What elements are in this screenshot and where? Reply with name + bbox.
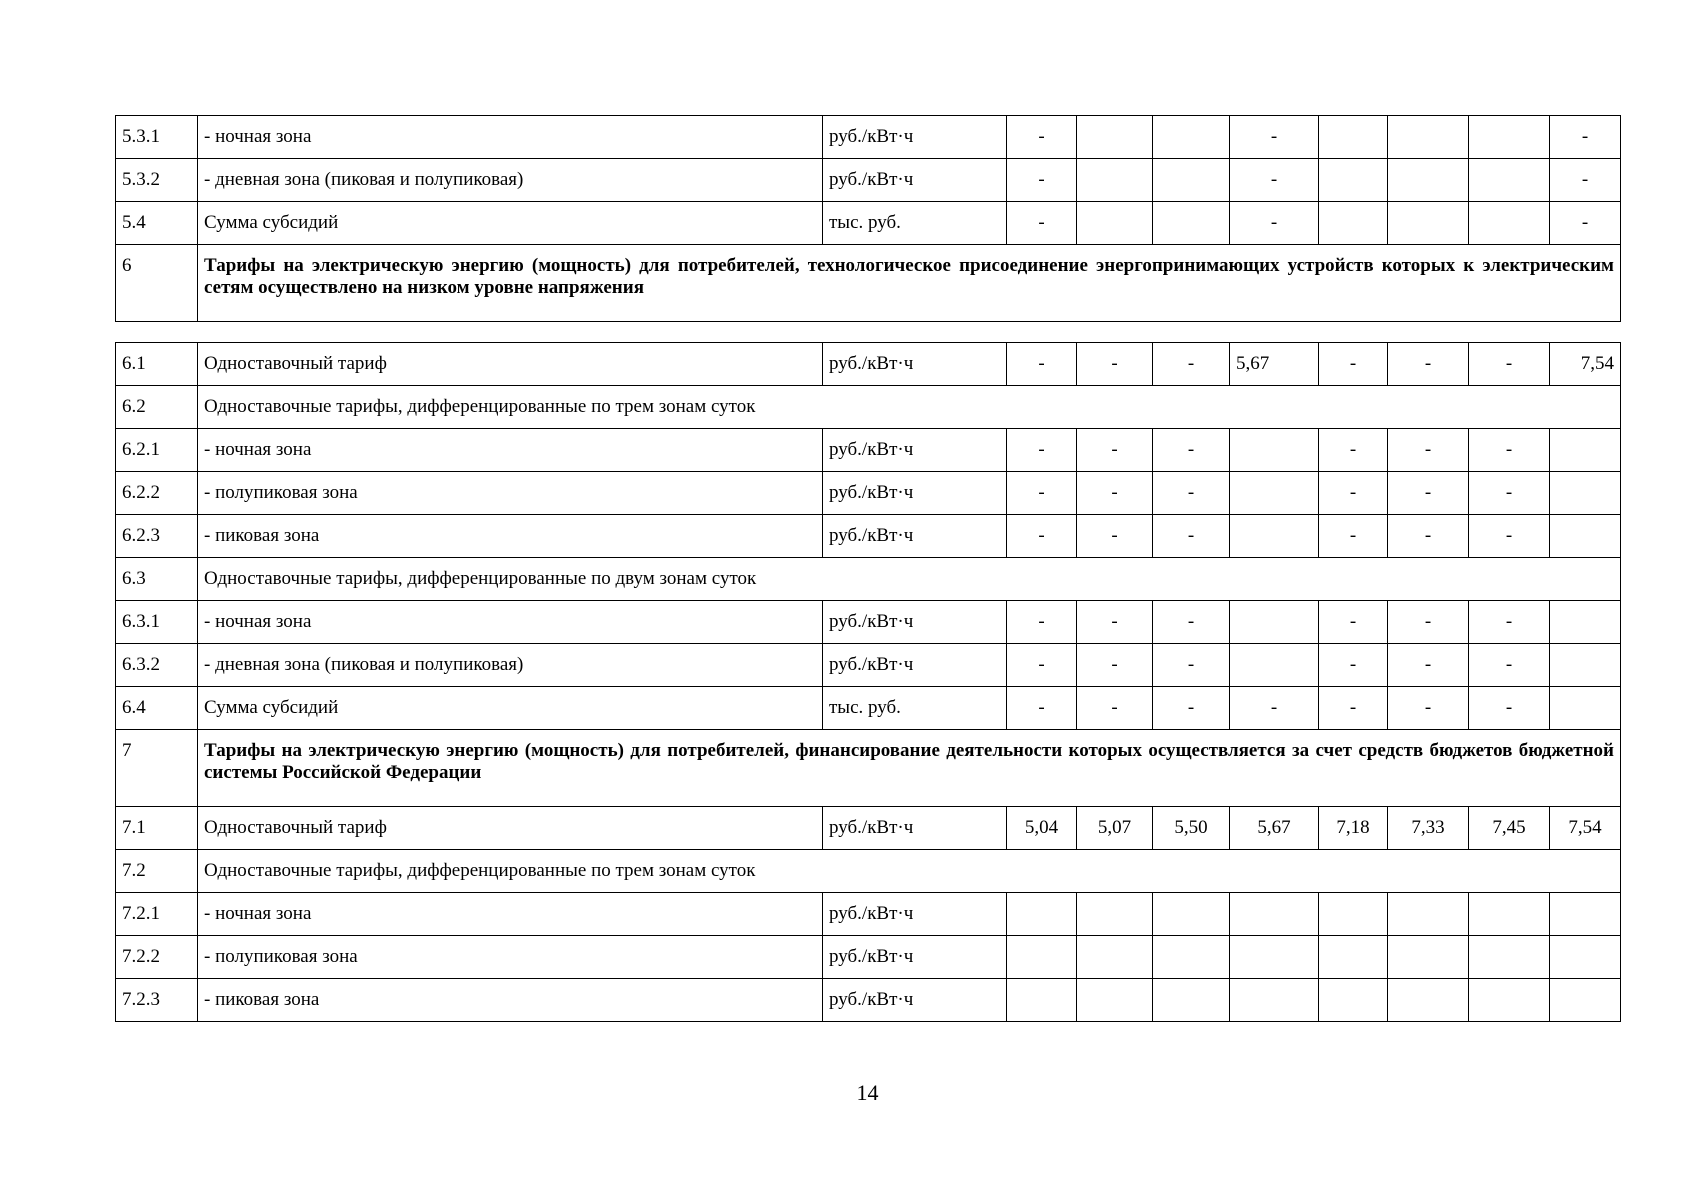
section-row (116, 245, 1621, 322)
table-row (116, 159, 1621, 202)
value-cell: - (1007, 202, 1077, 245)
value-cell: - (1388, 472, 1469, 515)
value-cell (1230, 601, 1319, 644)
value-cell: - (1388, 687, 1469, 730)
row-number: 5.3.1 (116, 116, 198, 159)
row-name: - полупиковая зона (198, 472, 823, 515)
value-cell: - (1469, 687, 1550, 730)
value-cell (1153, 116, 1230, 159)
row-name: Одноставочные тарифы, дифференцированные по двум зонам суток (198, 558, 1621, 601)
row-unit: тыс. руб. (823, 687, 1007, 730)
value-cell (1230, 429, 1319, 472)
value-cell: - (1319, 343, 1388, 386)
value-cell (1319, 936, 1388, 979)
value-cell: - (1007, 472, 1077, 515)
value-cell (1077, 893, 1153, 936)
value-cell: - (1319, 687, 1388, 730)
row-name: Сумма субсидий (198, 687, 823, 730)
row-number: 6.1 (116, 343, 198, 386)
value-cell (1153, 979, 1230, 1022)
row-name: Одноставочный тариф (198, 807, 823, 850)
row-number: 6.4 (116, 687, 198, 730)
value-cell: - (1153, 343, 1230, 386)
value-cell (1388, 979, 1469, 1022)
value-cell (1469, 979, 1550, 1022)
value-cell: - (1077, 343, 1153, 386)
value-cell: 5,04 (1007, 807, 1077, 850)
row-unit: руб./кВт·ч (823, 159, 1007, 202)
value-cell: - (1550, 202, 1621, 245)
section-row (116, 730, 1621, 807)
value-cell (1319, 893, 1388, 936)
value-cell (1153, 936, 1230, 979)
section-number: 7 (116, 730, 198, 807)
value-cell: - (1319, 429, 1388, 472)
value-cell (1550, 429, 1621, 472)
row-unit: руб./кВт·ч (823, 644, 1007, 687)
table-row (116, 343, 1621, 386)
row-name: - пиковая зона (198, 979, 823, 1022)
value-cell (1077, 159, 1153, 202)
value-cell: - (1230, 202, 1319, 245)
row-name: - полупиковая зона (198, 936, 823, 979)
row-unit: руб./кВт·ч (823, 116, 1007, 159)
value-cell (1388, 159, 1469, 202)
row-number: 6.3 (116, 558, 198, 601)
table-row (116, 893, 1621, 936)
value-cell (1153, 159, 1230, 202)
row-number: 7.1 (116, 807, 198, 850)
row-number: 7.2.1 (116, 893, 198, 936)
tariff-table-top (115, 115, 1621, 322)
value-cell (1230, 936, 1319, 979)
row-name: - дневная зона (пиковая и полупиковая) (198, 159, 823, 202)
value-cell (1469, 202, 1550, 245)
value-cell (1230, 644, 1319, 687)
value-cell: - (1388, 644, 1469, 687)
value-cell: 7,33 (1388, 807, 1469, 850)
value-cell (1077, 936, 1153, 979)
table-row (116, 202, 1621, 245)
row-name: - ночная зона (198, 116, 823, 159)
value-cell (1388, 893, 1469, 936)
value-cell: - (1230, 159, 1319, 202)
value-cell: - (1153, 644, 1230, 687)
value-cell: - (1007, 116, 1077, 159)
value-cell: - (1388, 601, 1469, 644)
value-cell (1077, 116, 1153, 159)
value-cell: - (1388, 343, 1469, 386)
value-cell: - (1007, 343, 1077, 386)
value-cell (1153, 893, 1230, 936)
row-name: - ночная зона (198, 429, 823, 472)
value-cell: - (1153, 601, 1230, 644)
value-cell: - (1550, 116, 1621, 159)
row-number: 6.3.1 (116, 601, 198, 644)
value-cell (1077, 979, 1153, 1022)
value-cell: - (1153, 687, 1230, 730)
value-cell: - (1153, 515, 1230, 558)
row-number: 6.2 (116, 386, 198, 429)
section-number: 6 (116, 245, 198, 322)
table-row (116, 429, 1621, 472)
row-number: 6.2.2 (116, 472, 198, 515)
value-cell: - (1550, 159, 1621, 202)
row-unit: руб./кВт·ч (823, 343, 1007, 386)
row-unit: руб./кВт·ч (823, 893, 1007, 936)
section-title: Тарифы на электрическую энергию (мощность) для потребителей, технологическое присоединение энергопринимающих устройств которых к электрическим сетям осуществлено на низком уровне напряжения (198, 245, 1621, 322)
row-number: 6.2.1 (116, 429, 198, 472)
row-number: 5.3.2 (116, 159, 198, 202)
value-cell: 5,67 (1230, 343, 1319, 386)
value-cell: - (1007, 515, 1077, 558)
row-name: - ночная зона (198, 601, 823, 644)
row-unit: руб./кВт·ч (823, 429, 1007, 472)
value-cell: 5,67 (1230, 807, 1319, 850)
table-row (116, 644, 1621, 687)
value-cell: - (1469, 515, 1550, 558)
value-cell: - (1007, 601, 1077, 644)
value-cell: - (1230, 116, 1319, 159)
table-row (116, 687, 1621, 730)
row-number: 5.4 (116, 202, 198, 245)
table-row (116, 472, 1621, 515)
value-cell: - (1230, 687, 1319, 730)
value-cell (1550, 979, 1621, 1022)
row-name: Одноставочный тариф (198, 343, 823, 386)
row-number: 6.2.3 (116, 515, 198, 558)
row-name: Сумма субсидий (198, 202, 823, 245)
row-unit: тыс. руб. (823, 202, 1007, 245)
value-cell: - (1153, 472, 1230, 515)
row-name: - ночная зона (198, 893, 823, 936)
value-cell (1550, 472, 1621, 515)
row-unit: руб./кВт·ч (823, 601, 1007, 644)
value-cell: 7,54 (1550, 343, 1621, 386)
value-cell (1007, 936, 1077, 979)
value-cell (1469, 116, 1550, 159)
value-cell: - (1469, 472, 1550, 515)
value-cell (1469, 936, 1550, 979)
value-cell: - (1077, 601, 1153, 644)
value-cell (1319, 979, 1388, 1022)
value-cell: - (1319, 515, 1388, 558)
value-cell: - (1077, 429, 1153, 472)
table-row (116, 936, 1621, 979)
value-cell: - (1077, 644, 1153, 687)
value-cell (1319, 116, 1388, 159)
value-cell: 7,45 (1469, 807, 1550, 850)
row-number: 6.3.2 (116, 644, 198, 687)
row-unit: руб./кВт·ч (823, 979, 1007, 1022)
tariff-table-bottom (115, 342, 1621, 1022)
section-title: Тарифы на электрическую энергию (мощность) для потребителей, финансирование деятельности которых осуществляется за счет средств бюджетов бюджетной системы Российской Федерации (198, 730, 1621, 807)
value-cell: - (1007, 429, 1077, 472)
value-cell (1319, 159, 1388, 202)
value-cell (1550, 515, 1621, 558)
value-cell: - (1153, 429, 1230, 472)
row-name: - дневная зона (пиковая и полупиковая) (198, 644, 823, 687)
value-cell: - (1388, 515, 1469, 558)
value-cell (1550, 601, 1621, 644)
value-cell (1550, 936, 1621, 979)
value-cell (1388, 202, 1469, 245)
page-number: 14 (856, 1080, 879, 1105)
row-name: Одноставочные тарифы, дифференцированные по трем зонам суток (198, 386, 1621, 429)
value-cell (1550, 644, 1621, 687)
table-row (116, 807, 1621, 850)
value-cell: 5,07 (1077, 807, 1153, 850)
value-cell (1153, 202, 1230, 245)
table-row (116, 116, 1621, 159)
value-cell: - (1469, 644, 1550, 687)
row-unit: руб./кВт·ч (823, 936, 1007, 979)
value-cell: 5,50 (1153, 807, 1230, 850)
table-row (116, 979, 1621, 1022)
value-cell: - (1077, 687, 1153, 730)
value-cell: - (1388, 429, 1469, 472)
value-cell (1469, 893, 1550, 936)
value-cell (1550, 893, 1621, 936)
row-number: 7.2 (116, 850, 198, 893)
row-unit: руб./кВт·ч (823, 515, 1007, 558)
value-cell (1550, 687, 1621, 730)
value-cell: 7,54 (1550, 807, 1621, 850)
row-unit: руб./кВт·ч (823, 472, 1007, 515)
value-cell (1230, 979, 1319, 1022)
row-name: Одноставочные тарифы, дифференцированные по трем зонам суток (198, 850, 1621, 893)
table-row (116, 850, 1621, 893)
value-cell (1230, 893, 1319, 936)
value-cell: - (1319, 472, 1388, 515)
value-cell: - (1007, 644, 1077, 687)
value-cell (1007, 893, 1077, 936)
value-cell: - (1007, 159, 1077, 202)
value-cell: - (1319, 601, 1388, 644)
row-number: 7.2.2 (116, 936, 198, 979)
value-cell (1007, 979, 1077, 1022)
value-cell: - (1469, 601, 1550, 644)
value-cell: - (1469, 429, 1550, 472)
value-cell (1230, 472, 1319, 515)
value-cell (1388, 936, 1469, 979)
value-cell (1469, 159, 1550, 202)
table-row (116, 601, 1621, 644)
value-cell: 7,18 (1319, 807, 1388, 850)
value-cell: - (1007, 687, 1077, 730)
value-cell (1077, 202, 1153, 245)
value-cell: - (1319, 644, 1388, 687)
row-name: - пиковая зона (198, 515, 823, 558)
table-row (116, 558, 1621, 601)
value-cell: - (1469, 343, 1550, 386)
value-cell (1388, 116, 1469, 159)
row-number: 7.2.3 (116, 979, 198, 1022)
value-cell (1230, 515, 1319, 558)
table-row (116, 386, 1621, 429)
value-cell: - (1077, 472, 1153, 515)
value-cell: - (1077, 515, 1153, 558)
value-cell (1319, 202, 1388, 245)
table-row (116, 515, 1621, 558)
row-unit: руб./кВт·ч (823, 807, 1007, 850)
